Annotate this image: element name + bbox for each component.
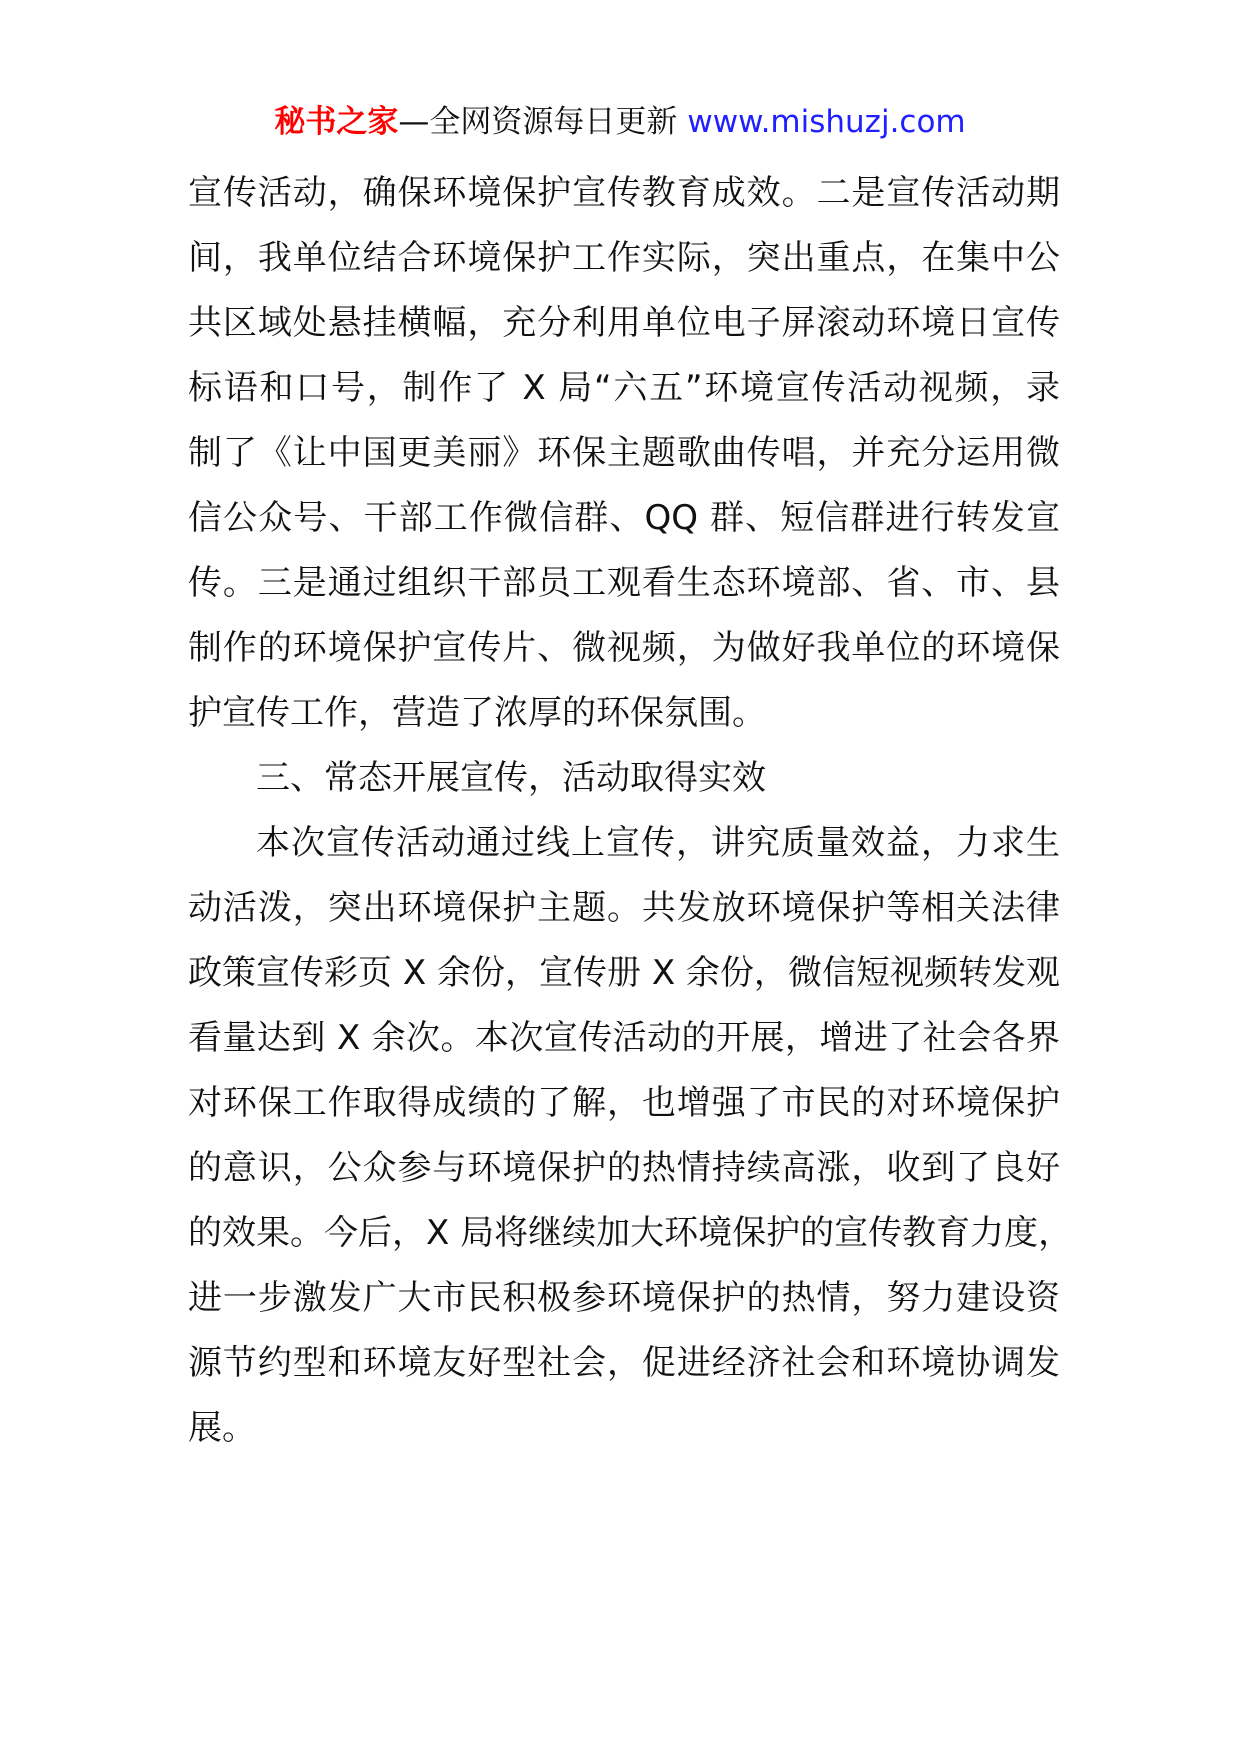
brand-name: 秘书之家	[274, 104, 399, 140]
text-line: 共区域处悬挂横幅，充分利用单位电子屏滚动环境日宣传	[188, 303, 1060, 343]
site-url-link[interactable]: www.mishuzj.com	[687, 104, 966, 140]
text-line: 标语和口号，制作了 X 局“六五”环境宣传活动视频，录	[188, 368, 1060, 408]
text-line: 制了《让中国更美丽》环保主题歌曲传唱，并充分运用微	[188, 433, 1060, 473]
text-line: 护宣传工作，营造了浓厚的环保氛围。	[188, 693, 766, 733]
page-header	[0, 102, 1240, 142]
text-line: 源节约型和环境友好型社会，促进经济社会和环境协调发	[188, 1343, 1060, 1383]
text-line: 传。三是通过组织干部员工观看生态环境部、省、市、县	[188, 563, 1060, 603]
text-line: 看量达到 X 余次。本次宣传活动的开展，增进了社会各界	[188, 1018, 1060, 1058]
document-body	[188, 161, 1073, 1461]
text-line: 动活泼，突出环境保护主题。共发放环境保护等相关法律	[188, 888, 1060, 928]
text-line: 展。	[188, 1408, 256, 1448]
text-line: 对环保工作取得成绩的了解，也增强了市民的对环境保护	[188, 1083, 1060, 1123]
text-line: 政策宣传彩页 X 余份，宣传册 X 余份，微信短视频转发观	[188, 953, 1060, 993]
section-heading: 三、常态开展宣传，活动取得实效	[256, 758, 766, 798]
text-line: 间，我单位结合环境保护工作实际，突出重点，在集中公	[188, 238, 1060, 278]
text-line: 本次宣传活动通过线上宣传，讲究质量效益，力求生	[256, 823, 1060, 863]
text-line: 的效果。今后，X 局将继续加大环境保护的宣传教育力度，	[188, 1213, 1073, 1253]
text-line: 进一步激发广大市民积极参环境保护的热情，努力建设资	[188, 1278, 1060, 1318]
text-line: 宣传活动，确保环境保护宣传教育成效。二是宣传活动期	[188, 173, 1060, 213]
text-line: 信公众号、干部工作微信群、QQ 群、短信群进行转发宣	[188, 498, 1060, 538]
text-line: 制作的环境保护宣传片、微视频，为做好我单位的环境保	[188, 628, 1060, 668]
text-line: 的意识，公众参与环境保护的热情持续高涨，收到了良好	[188, 1148, 1060, 1188]
header-slogan: —全网资源每日更新	[398, 104, 678, 140]
